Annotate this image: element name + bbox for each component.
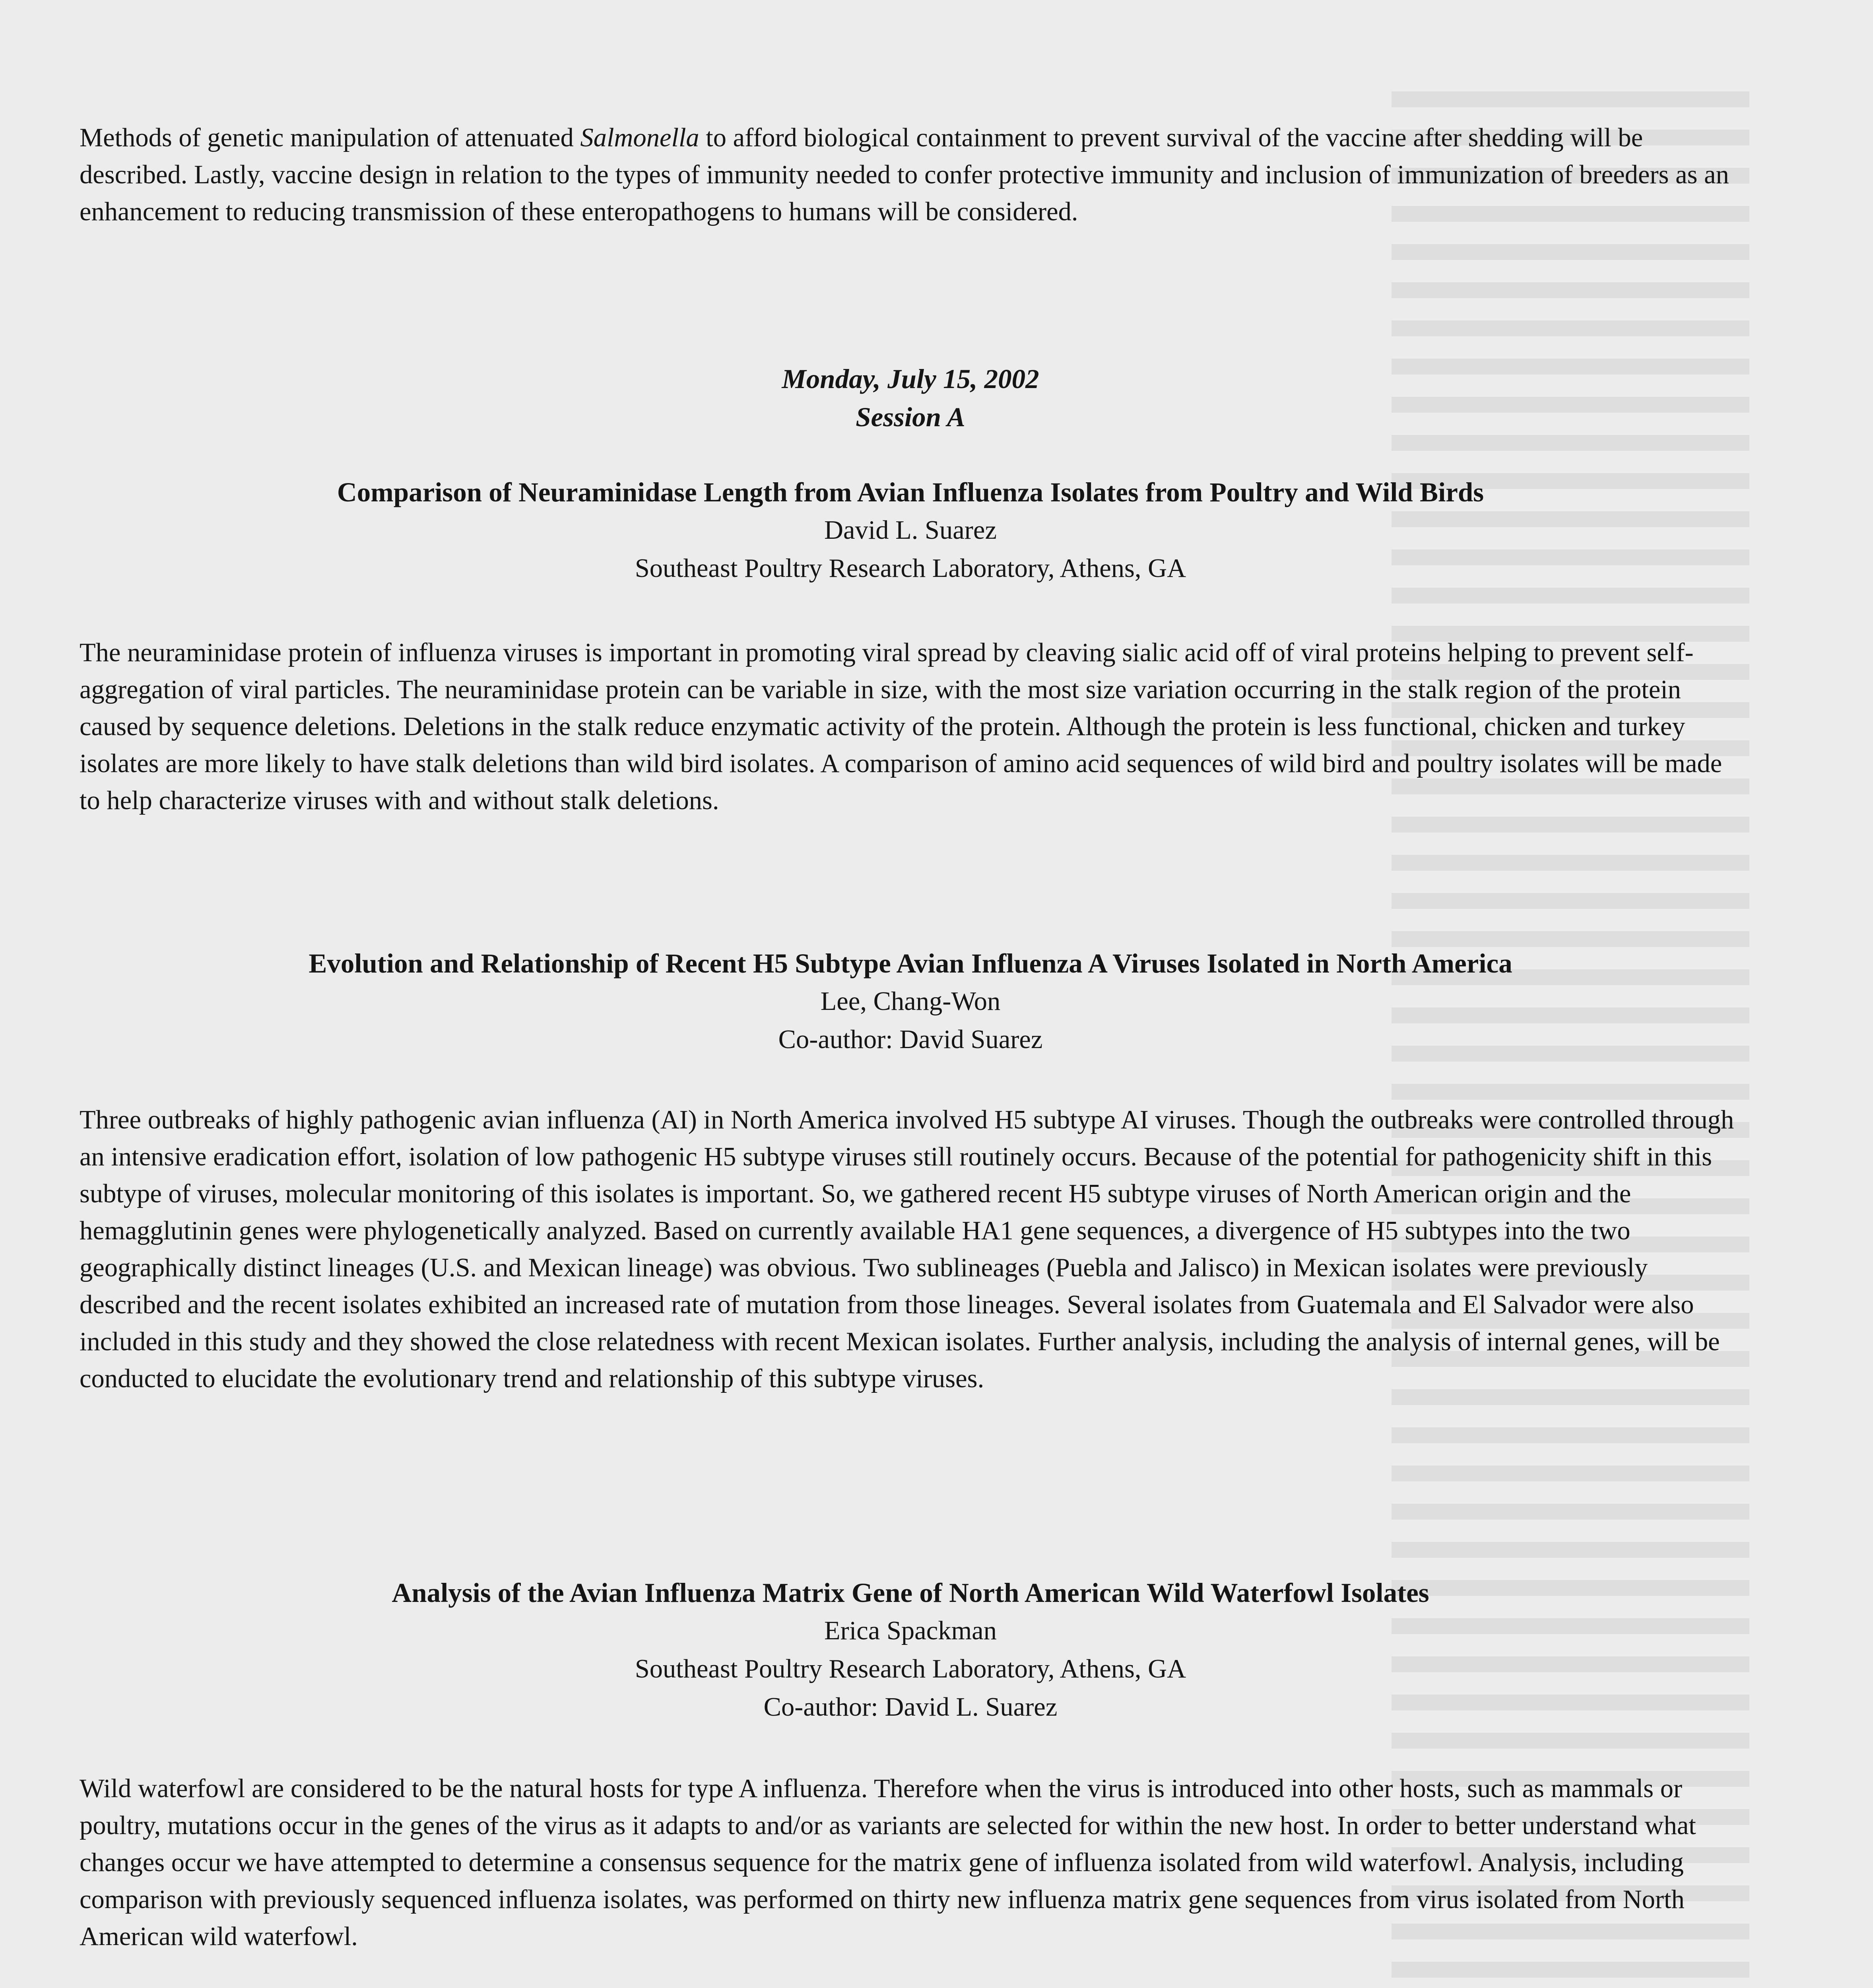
abstract-3-affiliation: Southeast Poultry Research Laboratory, Athens, GA <box>635 1654 1186 1683</box>
abstract-2-title: Evolution and Relationship of Recent H5 Subtype Avian Influenza A Viruses Isolated in North America <box>309 948 1512 978</box>
abstract-3-coauthors: Co-author: David L. Suarez <box>763 1693 1058 1722</box>
abstract-2-body-block <box>80 1101 1741 1397</box>
abstract-1-body-block <box>80 634 1741 819</box>
abstract-3-body-block <box>80 1770 1741 1955</box>
intro-paragraph <box>80 119 1741 230</box>
session-header <box>80 360 1741 436</box>
abstract-3-header <box>80 1574 1741 1726</box>
abstract-1-affiliation: Southeast Poultry Research Laboratory, Athens, GA <box>635 554 1186 583</box>
abstract-1-body: The neuraminidase protein of influenza viruses is important in promoting viral spread by cleaving sialic acid off of viral proteins helping to prevent self-aggregation of viral particles. The neuraminidase protein can be variable in size, with the most size variation occurring in the stalk region of the protein caused by sequence deletions. Deletions in the stalk reduce enzymatic activity of the protein. Although the protein is less functional, chicken and turkey isolates are more likely to have stalk deletions than wild bird isolates. A comparison of amino acid sequences of wild bird and poultry isolates will be made to help characterize viruses with and without stalk deletions. <box>80 638 1722 815</box>
intro-text-part1: Methods of genetic manipulation of attenuated <box>80 123 580 152</box>
abstract-2-body: Three outbreaks of highly pathogenic avian influenza (AI) in North America involved H5 subtype AI viruses. Though the outbreaks were controlled through an intensive eradication effort, isolation of low pathogenic H5 subtype viruses still routinely occurs. Because of the potential for pathogenicity shift in this subtype of viruses, molecular monitoring of this isolates is important. So, we gathered recent H5 subtype viruses of North American origin and the hemagglutinin genes were phylogenetically analyzed. Based on currently available HA1 gene sequences, a divergence of H5 subtypes into the two geographically distinct lineages (U.S. and Mexican lineage) was obvious. Two sublineages (Puebla and Jalisco) in Mexican isolates were previously described and the recent isolates exhibited an increased rate of mutation from those lineages. Several isolates from Guatemala and El Salvador were also included in this study and they showed the close relatedness with recent Mexican isolates. Further analysis, including the analysis of internal genes, will be conducted to elucidate the evolutionary trend and relationship of this subtype viruses. <box>80 1105 1734 1393</box>
abstract-2-coauthors: Co-author: David Suarez <box>778 1025 1043 1054</box>
abstract-2-author: Lee, Chang-Won <box>820 987 1001 1016</box>
abstract-1-author: David L. Suarez <box>824 516 997 545</box>
session-date: Monday, July 15, 2002 <box>782 364 1039 394</box>
abstract-3-title: Analysis of the Avian Influenza Matrix Gene of North American Wild Waterfowl Isolates <box>392 1578 1429 1608</box>
abstract-3-author: Erica Spackman <box>824 1616 997 1645</box>
abstract-1-header <box>80 473 1741 588</box>
abstract-3-body: Wild waterfowl are considered to be the natural hosts for type A influenza. Therefore when the virus is introduced into other hosts, such as mammals or poultry, mutations occur in the genes of the virus as it adapts to and/or as variants are selected for within the new host. In order to better understand what changes occur we have attempted to determine a consensus sequence for the matrix gene of influenza isolated from wild waterfowl. Analysis, including comparison with previously sequenced influenza isolates, was performed on thirty new influenza matrix gene sequences from virus isolated from North American wild waterfowl. <box>80 1774 1696 1951</box>
intro-italic-salmonella: Salmonella <box>580 123 699 152</box>
abstract-2-header <box>80 944 1741 1059</box>
abstract-1-title: Comparison of Neuraminidase Length from Avian Influenza Isolates from Poultry and Wild Birds <box>337 477 1484 507</box>
intro-text-part2: to afford biological containment to prevent survival of the vaccine after shedding will be described. Lastly, vaccine design in relation to the types of immunity needed to confer protective immunity and inclusion of immunization of breeders as an enhancement to reducing transmission of these enteropathogens to humans will be considered. <box>80 123 1729 226</box>
session-label: Session A <box>856 402 965 432</box>
